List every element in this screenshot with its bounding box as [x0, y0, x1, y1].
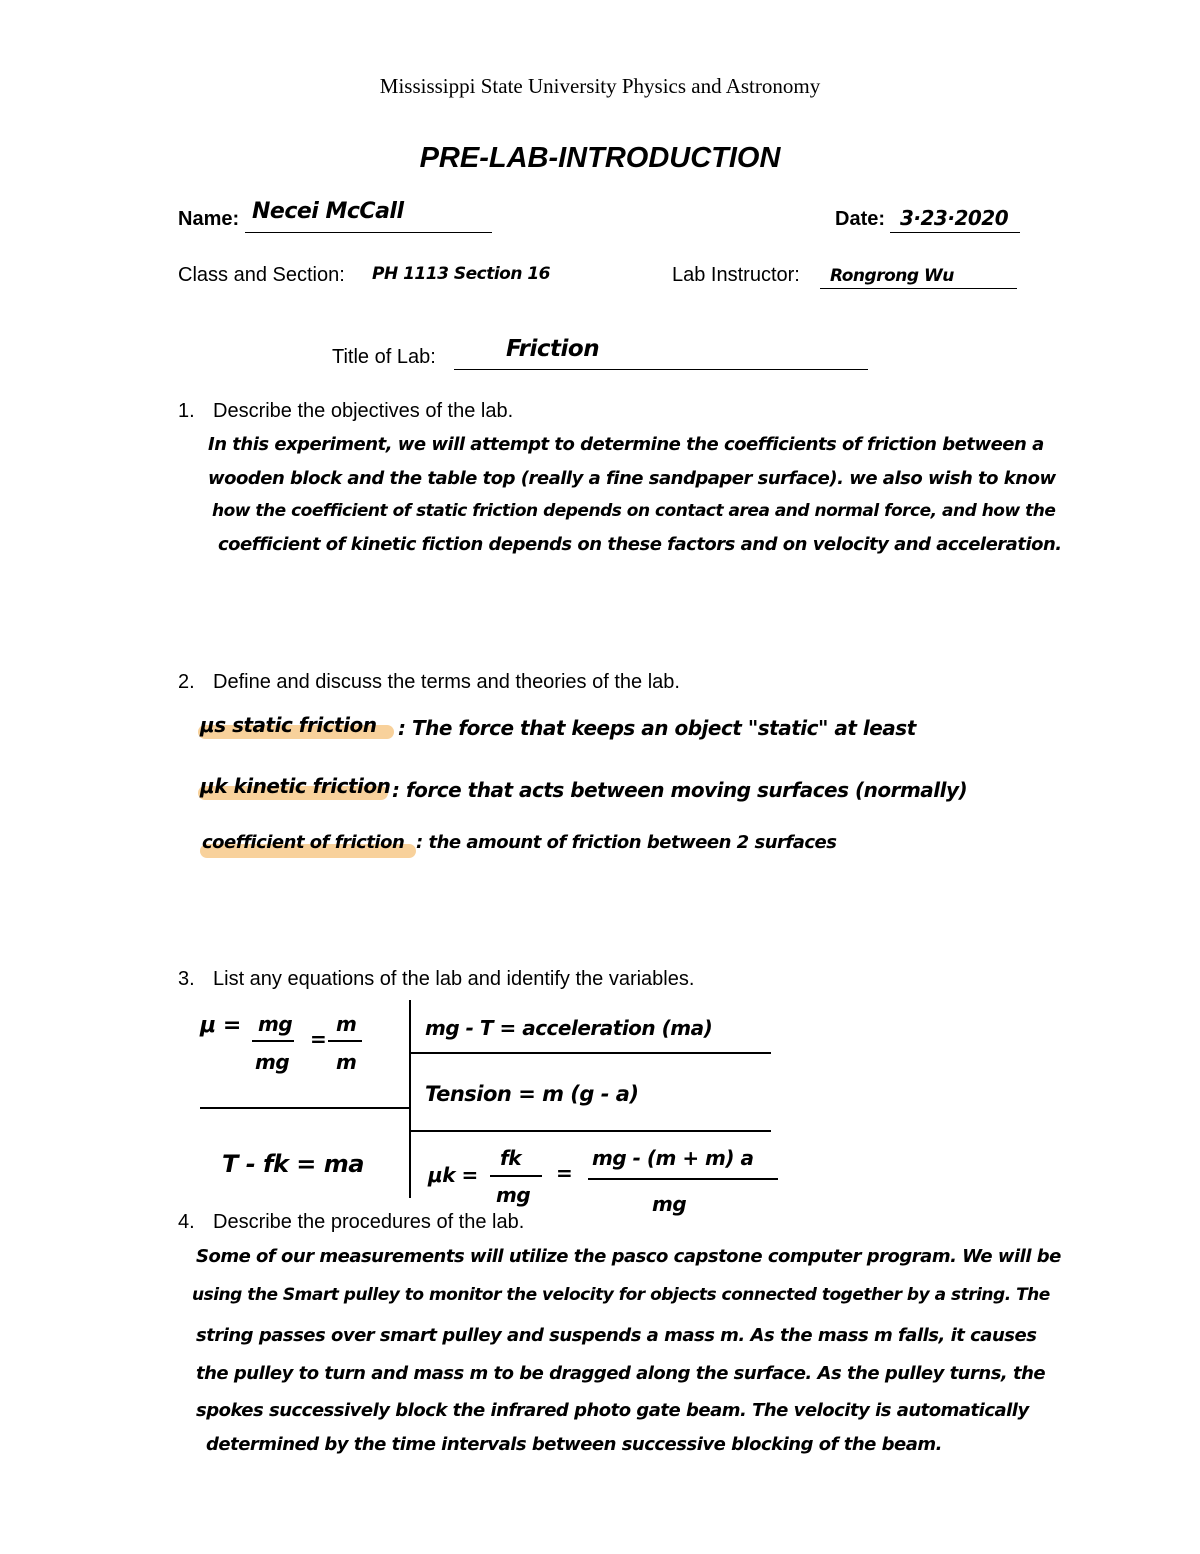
- lab-instructor-underline: [820, 288, 1017, 289]
- answer-1-line-2: wooden block and the table top (really a fine sandpaper surface). we also wish to know: [208, 468, 1056, 489]
- term-1: μs static friction: [200, 713, 377, 737]
- newton-equation: T - fk = ma: [222, 1150, 364, 1178]
- answer-4-line-4: the pulley to turn and mass m to be dragged along the surface. As the pulley turns, the: [196, 1363, 1046, 1384]
- equation-grid-left-horizontal: [200, 1107, 410, 1109]
- name-field[interactable]: Necei McCall: [252, 199, 404, 224]
- lab-title-label: Title of Lab:: [332, 346, 436, 368]
- class-section-field[interactable]: PH 1113 Section 16: [372, 264, 550, 284]
- equation-grid-right-horizontal-2: [411, 1130, 771, 1132]
- term-2: μk kinetic friction: [200, 774, 391, 798]
- muk-equals: =: [556, 1161, 573, 1185]
- answer-1-line-4: coefficient of kinetic fiction depends on these factors and on velocity and acceleration.: [218, 534, 1062, 555]
- muk-fraction-bar-1: [490, 1175, 542, 1177]
- muk-numerator-1: fk: [500, 1146, 522, 1170]
- institution-header: Mississippi State University Physics and Astronomy: [379, 74, 821, 98]
- answer-1-line-1: In this experiment, we will attempt to determine the coefficients of friction between a: [208, 434, 1044, 455]
- muk-numerator-2: mg - (m + m) a: [592, 1146, 754, 1170]
- lab-instructor-label: Lab Instructor:: [672, 264, 800, 286]
- equation-grid-vertical: [409, 1000, 411, 1198]
- question-2-prompt: Define and discuss the terms and theories of the lab.: [213, 671, 680, 693]
- answer-4-line-1: Some of our measurements will utilize the pasco capstone computer program. We will be: [196, 1246, 1061, 1267]
- equation-grid-right-horizontal-1: [411, 1052, 771, 1054]
- answer-4-line-2: using the Smart pulley to monitor the velocity for objects connected together by a string. The: [192, 1285, 1050, 1305]
- lab-instructor-field[interactable]: Rongrong Wu: [830, 266, 954, 286]
- term-3: coefficient of friction: [202, 832, 405, 853]
- answer-4-line-3: string passes over smart pulley and suspends a mass m. As the mass m falls, it causes: [196, 1325, 1037, 1346]
- mu-numerator-1: mg: [258, 1012, 293, 1036]
- muk-fraction-bar-2: [588, 1178, 778, 1180]
- term-2-definition: : force that acts between moving surfaces (normally): [392, 778, 968, 802]
- date-underline: [890, 232, 1020, 233]
- muk-denominator-2: mg: [652, 1192, 687, 1216]
- date-field[interactable]: 3·23·2020: [900, 206, 1009, 230]
- term-3-definition: : the amount of friction between 2 surfaces: [416, 832, 837, 853]
- mu-fraction-bar-1: [252, 1040, 294, 1042]
- class-section-label: Class and Section:: [178, 264, 345, 286]
- question-4-prompt: Describe the procedures of the lab.: [213, 1211, 525, 1233]
- lab-title-underline: [454, 369, 868, 370]
- mu-fraction-bar-2: [328, 1040, 362, 1042]
- muk-equation-lhs: μk =: [428, 1163, 478, 1187]
- term-1-definition: : The force that keeps an object "static" at least: [398, 716, 916, 740]
- lab-title-field[interactable]: Friction: [506, 336, 600, 362]
- name-label: Name:: [178, 208, 240, 230]
- question-3-number: 3.: [178, 968, 195, 990]
- name-underline: [245, 232, 492, 233]
- question-3-prompt: List any equations of the lab and identify the variables.: [213, 968, 695, 990]
- mu-denominator-2: m: [336, 1050, 357, 1074]
- mu-equals: =: [310, 1027, 327, 1051]
- mu-equation-lhs: μ =: [200, 1013, 241, 1038]
- date-label: Date:: [835, 208, 886, 230]
- mu-denominator-1: mg: [255, 1050, 290, 1074]
- mu-numerator-2: m: [336, 1012, 357, 1036]
- tension-equation: Tension = m (g - a): [425, 1082, 639, 1106]
- question-1-number: 1.: [178, 400, 195, 422]
- muk-denominator-1: mg: [496, 1183, 531, 1207]
- acceleration-equation: mg - T = acceleration (ma): [425, 1016, 713, 1040]
- question-1-prompt: Describe the objectives of the lab.: [213, 400, 514, 422]
- question-2-number: 2.: [178, 671, 195, 693]
- answer-1-line-3: how the coefficient of static friction depends on contact area and normal force, and how the: [212, 501, 1056, 521]
- page-title: PRE-LAB-INTRODUCTION: [419, 142, 781, 174]
- answer-4-line-5: spokes successively block the infrared photo gate beam. The velocity is automatically: [196, 1400, 1029, 1421]
- answer-4-line-6: determined by the time intervals between successive blocking of the beam.: [206, 1434, 942, 1455]
- question-4-number: 4.: [178, 1211, 195, 1233]
